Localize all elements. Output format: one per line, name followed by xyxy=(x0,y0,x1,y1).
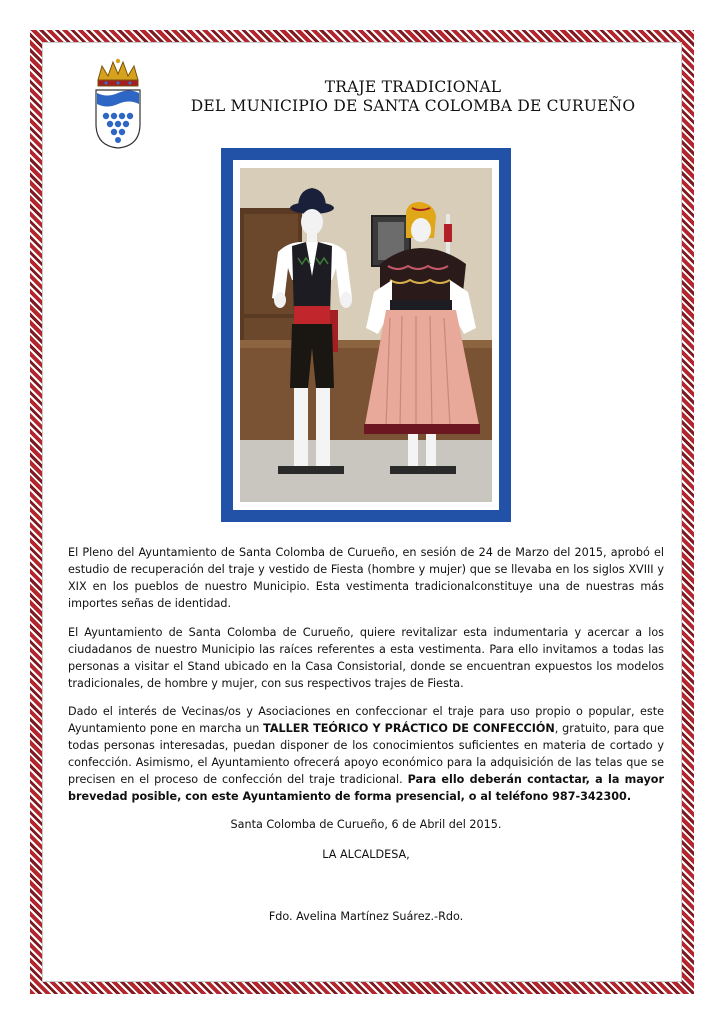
paragraph-3-intro: Dado el interés de Vecinas/os y Asociaciones en confeccionar el traje para uso propio o popular, este Ayuntamiento pone en marcha un xyxy=(68,705,664,735)
document-date: Santa Colomba de Curueño, 6 de Abril del 2015. xyxy=(230,818,502,831)
workshop-name: TALLER TEÓRICO Y PRÁCTICO DE CONFECCIÓN xyxy=(263,722,555,735)
municipal-coat-of-arms-icon xyxy=(92,58,144,150)
title-line-1: TRAJE TRADICIONAL xyxy=(324,78,502,96)
paragraph-2: El Ayuntamiento de Santa Colomba de Curueño, quiere revitalizar esta indumentaria y acercar a los ciudadanos de nuestro Municipio las raíces referentes a esta vestimenta. Para ello invitamos a todas las personas a visitar el Stand ubicado en la Casa Consistorial, donde se encuentran expuestos los modelos tradicionales, de hombre y mujer, con sus respectivos trajes de Fiesta. xyxy=(68,626,664,690)
paragraph-3 xyxy=(68,703,664,805)
paragraph-1: El Pleno del Ayuntamiento de Santa Colomba de Curueño, en sesión de 24 de Marzo del 2015, aprobó el estudio de recuperación del traje y vestido de Fiesta (hombre y mujer) que se llevaba en los siglos XVIII y XIX en los pueblos de nuestro Municipio. Esta vestimenta tradicionalconstituye una de nuestras más importes señas de identidad. xyxy=(68,546,664,610)
mannequins-traditional-costume-icon xyxy=(240,168,492,502)
page-title xyxy=(170,78,656,116)
title-line-2: DEL MUNICIPIO DE SANTA COLOMBA DE CURUEÑO xyxy=(190,97,636,115)
paragraph-3-details: , gratuito, para que todas personas interesadas, puedan disponer de los conocimientos suficientes en materia de cortado y confección. Asimismo, el Ayuntamiento ofrecerá apoyo económico para la adquisición de las telas que se precisen en el proceso de confección del traje tradicional. xyxy=(68,722,664,786)
signature-line: Fdo. Avelina Martínez Suárez.-Rdo. xyxy=(268,910,464,923)
signer-role: LA ALCALDESA, xyxy=(322,848,410,861)
contact-instructions: Para ello deberán contactar, a la mayor brevedad posible, con este Ayuntamiento de forma presencial, o al teléfono 987-342300. xyxy=(68,773,665,803)
